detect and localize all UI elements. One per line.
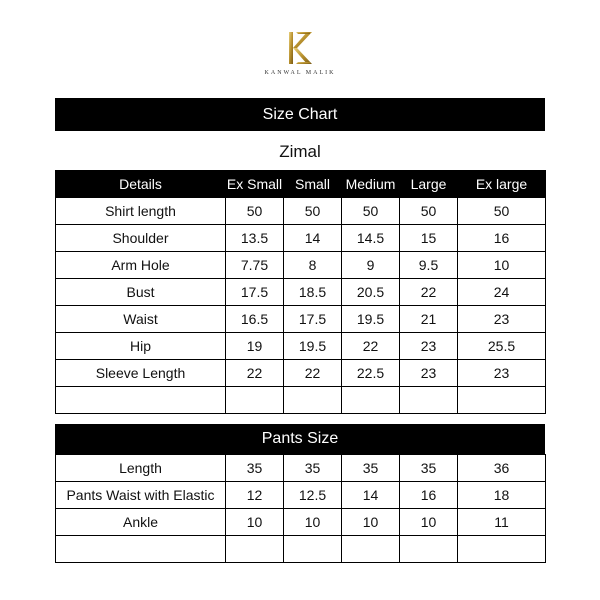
- table-cell: 50: [226, 198, 284, 225]
- empty-cell: [400, 387, 458, 414]
- table-cell: 10: [342, 509, 400, 536]
- table-cell: 23: [400, 360, 458, 387]
- table-cell: 19.5: [342, 306, 400, 333]
- table-cell: 14: [342, 482, 400, 509]
- table-cell: 14.5: [342, 225, 400, 252]
- row-label: Pants Waist with Elastic: [56, 482, 226, 509]
- product-name: Zimal: [279, 142, 321, 161]
- table-row: [56, 482, 546, 509]
- table-cell: 24: [458, 279, 546, 306]
- table-cell: 22: [226, 360, 284, 387]
- header-large: Large: [400, 171, 458, 198]
- table-row: [56, 279, 546, 306]
- size-table-header: [56, 171, 546, 198]
- table-cell: 19.5: [284, 333, 342, 360]
- empty-cell: [56, 387, 226, 414]
- empty-cell: [226, 387, 284, 414]
- table-cell: 35: [400, 455, 458, 482]
- table-cell: 13.5: [226, 225, 284, 252]
- table-cell: 15: [400, 225, 458, 252]
- table-row: [56, 198, 546, 225]
- table-cell: 23: [458, 306, 546, 333]
- table-row: [56, 455, 546, 482]
- table-cell: 14: [284, 225, 342, 252]
- empty-cell: [400, 536, 458, 563]
- table-cell: 11: [458, 509, 546, 536]
- table-cell: 10: [284, 509, 342, 536]
- table-cell: 16: [400, 482, 458, 509]
- table-cell: 10: [458, 252, 546, 279]
- table-cell: 9: [342, 252, 400, 279]
- table-row: [56, 509, 546, 536]
- table-row: [56, 306, 546, 333]
- row-label: Shoulder: [56, 225, 226, 252]
- table-cell: 16: [458, 225, 546, 252]
- empty-row: [56, 387, 546, 414]
- table-cell: 22.5: [342, 360, 400, 387]
- table-cell: 50: [342, 198, 400, 225]
- table-cell: 35: [342, 455, 400, 482]
- row-label: Shirt length: [56, 198, 226, 225]
- table-cell: 22: [400, 279, 458, 306]
- empty-cell: [342, 536, 400, 563]
- table-cell: 8: [284, 252, 342, 279]
- table-cell: 12.5: [284, 482, 342, 509]
- header-details: Details: [56, 171, 226, 198]
- table-cell: 18.5: [284, 279, 342, 306]
- header-ex-large: Ex large: [458, 171, 546, 198]
- table-cell: 23: [400, 333, 458, 360]
- empty-cell: [458, 387, 546, 414]
- empty-row: [56, 536, 546, 563]
- table-cell: 12: [226, 482, 284, 509]
- header-ex-small: Ex Small: [226, 171, 284, 198]
- size-chart-title-banner: [55, 98, 545, 131]
- table-cell: 10: [226, 509, 284, 536]
- table-cell: 50: [458, 198, 546, 225]
- brand-name: KANWAL MALIK: [264, 70, 336, 76]
- table-cell: 10: [400, 509, 458, 536]
- row-label: Waist: [56, 306, 226, 333]
- row-label: Bust: [56, 279, 226, 306]
- table-cell: 7.75: [226, 252, 284, 279]
- empty-cell: [342, 387, 400, 414]
- table-cell: 25.5: [458, 333, 546, 360]
- row-label: Ankle: [56, 509, 226, 536]
- table-cell: 50: [400, 198, 458, 225]
- empty-cell: [56, 536, 226, 563]
- row-label: Hip: [56, 333, 226, 360]
- table-cell: 21: [400, 306, 458, 333]
- table-cell: 19: [226, 333, 284, 360]
- size-table: [55, 170, 546, 414]
- brand-logo: [0, 28, 600, 76]
- table-cell: 18: [458, 482, 546, 509]
- empty-cell: [284, 387, 342, 414]
- header-small: Small: [284, 171, 342, 198]
- table-cell: 50: [284, 198, 342, 225]
- size-chart-title: Size Chart: [262, 105, 338, 123]
- table-row: [56, 225, 546, 252]
- table-cell: 22: [342, 333, 400, 360]
- table-cell: 17.5: [226, 279, 284, 306]
- table-cell: 16.5: [226, 306, 284, 333]
- empty-cell: [284, 536, 342, 563]
- empty-cell: [226, 536, 284, 563]
- table-row: [56, 333, 546, 360]
- row-label: Sleeve Length: [56, 360, 226, 387]
- pants-table: [55, 454, 546, 563]
- table-cell: 17.5: [284, 306, 342, 333]
- table-cell: 23: [458, 360, 546, 387]
- empty-cell: [458, 536, 546, 563]
- pants-size-banner: [55, 424, 545, 454]
- row-label: Arm Hole: [56, 252, 226, 279]
- table-row: [56, 360, 546, 387]
- table-row: [56, 252, 546, 279]
- table-cell: 35: [226, 455, 284, 482]
- table-cell: 22: [284, 360, 342, 387]
- row-label: Length: [56, 455, 226, 482]
- table-cell: 36: [458, 455, 546, 482]
- pants-size-title: Pants Size: [261, 430, 339, 447]
- brand-logo-icon: [280, 28, 320, 68]
- table-cell: 9.5: [400, 252, 458, 279]
- table-cell: 35: [284, 455, 342, 482]
- table-cell: 20.5: [342, 279, 400, 306]
- header-medium: Medium: [342, 171, 400, 198]
